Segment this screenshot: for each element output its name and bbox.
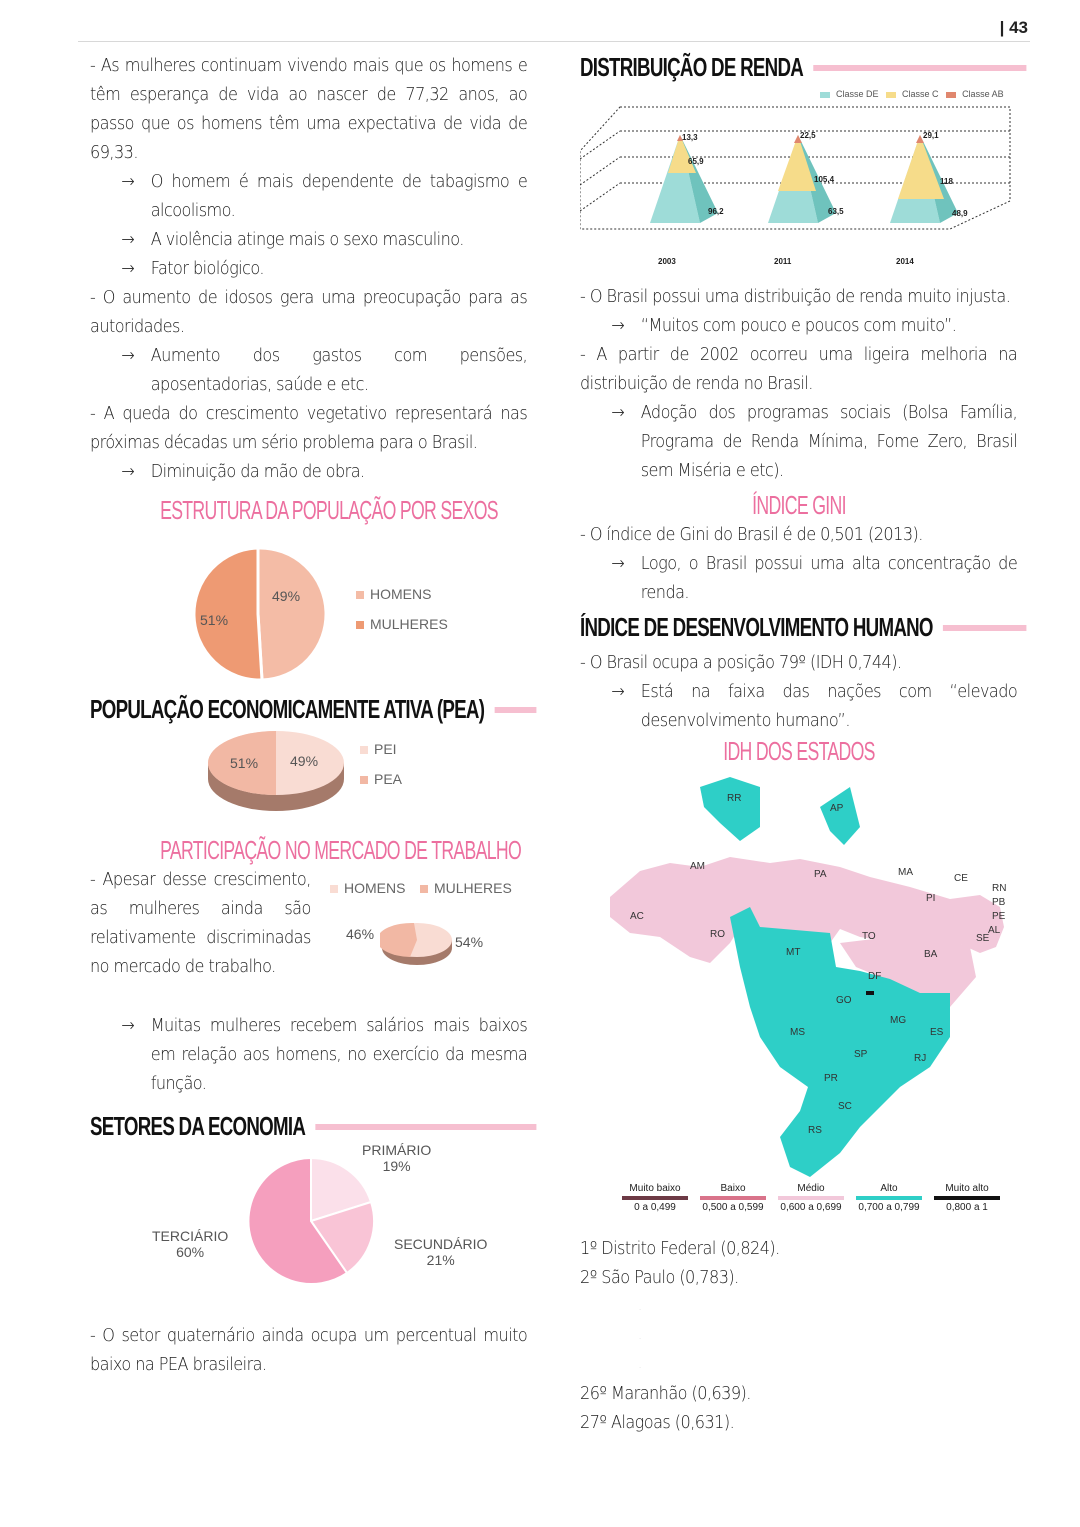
ranking-item: 27º Alagoas (0,631). — [580, 1413, 735, 1433]
arrow-icon: → — [611, 682, 625, 702]
arrow-icon: → — [121, 259, 135, 279]
arrow-icon: → — [611, 554, 625, 574]
paragraph: - O Brasil ocupa a posição 79º (IDH 0,744). — [580, 653, 902, 673]
paragraph: - O Brasil possui uma distribuição de renda muito injusta. — [580, 287, 1011, 307]
paragraph: - As mulheres continuam vivendo mais que os homens e têm esperança de vida ao nascer de 77,32 anos, ao passo que os homens têm uma expectativa de vida de 69,33. — [90, 56, 528, 163]
pie-pea — [206, 731, 346, 821]
idh-ranking — [580, 1235, 1018, 1438]
arrow-icon: → — [121, 462, 135, 482]
chart-pea: 51% 49% PEI PEA — [90, 731, 528, 827]
section-title-setores: SETORES DA ECONOMIA — [90, 1111, 536, 1142]
paragraph: - O setor quaternário ainda ocupa um percentual muito baixo na PEA brasileira. — [90, 1326, 528, 1375]
label-secundario: SECUNDÁRIO 21% — [394, 1236, 488, 1268]
ranking-ellipsis: . — [638, 1361, 641, 1370]
page-number: | 43 — [999, 18, 1028, 37]
label-terciario: TERCIÁRIO 60% — [152, 1228, 229, 1260]
arrow-icon: → — [121, 172, 135, 192]
arrow-icon: → — [121, 230, 135, 250]
map-legend: Muito baixo 0 a 0,499 Baixo 0,500 a 0,599 Médio 0,600 a 0,699 Alto 0,700 a 0,799 Muito alto 0,800 a 1 — [622, 1183, 1000, 1213]
trabalho-block: - Apesar desse crescimento, as mulheres ainda são relativamente discriminadas no mercado de trabalho. HOMENS MULHERES 46% 54% — [90, 866, 528, 1012]
ranking-item: 26º Maranhão (0,639). — [580, 1384, 751, 1404]
paragraph: - A queda do crescimento vegetativo representará nas próximas décadas um sério problema para o Brasil. — [90, 404, 528, 453]
legend-mulheres: MULHERES — [420, 880, 512, 896]
bullet-list: → O homem é mais dependente de tabagismo e alcoolismo. → A violência atinge mais o sexo masculino. → Fator biológico. — [90, 168, 527, 284]
legend-mulheres: MULHERES — [356, 616, 448, 632]
ranking-ellipsis: . — [638, 1303, 641, 1312]
header-divider — [78, 41, 1030, 42]
brazil-map — [600, 767, 1020, 1187]
arrow-icon: → — [121, 1016, 135, 1036]
idh-map: RR AP AM PA MA CE RN PI PB PE AL SE AC RO TO MT BA DF GO MG ES MS SP RJ PR SC RS Muito baixo 0 a 0,499 Baixo 0,500 a 0,599 Médio 0,600 a 0,699 Alto 0,700 a 0,799 Muito alto 0,800 a 1 — [580, 767, 1018, 1227]
ranking-item: 1º Distrito Federal (0,824). — [580, 1239, 780, 1259]
legend-homens: HOMENS — [356, 586, 431, 602]
pyramid-chart — [580, 101, 1020, 261]
section-title-estados: IDH DOS ESTADOS — [723, 736, 875, 766]
section-title-gini: ÍNDICE GINI — [752, 490, 846, 520]
ranking-item: 2º São Paulo (0,783). — [580, 1268, 739, 1288]
arrow-icon: → — [611, 403, 625, 423]
ranking-ellipsis: . — [638, 1332, 641, 1341]
chart-renda: Classe DE Classe C Classe AB 13,3 65,9 96,2 22,5 105,4 63,5 29,1 118 48,9 2003 2011 2014 — [580, 83, 1018, 283]
chart-sexos: 49% 51% HOMENS MULHERES — [90, 540, 528, 690]
legend-renda: Classe DE Classe C Classe AB — [820, 89, 1004, 99]
section-title-sexos: ESTRUTURA DA POPULAÇÃO POR SEXOS — [160, 495, 498, 525]
section-title-pea: POPULAÇÃO ECONOMICAMENTE ATIVA (PEA) — [90, 694, 536, 725]
arrow-icon: → — [121, 346, 135, 366]
pie-trabalho — [380, 922, 454, 968]
pie-setores — [246, 1156, 376, 1286]
paragraph: - Apesar desse crescimento, as mulheres ainda são relativamente discriminadas no mercado de trabalho. — [90, 870, 311, 977]
paragraph: - O índice de Gini do Brasil é de 0,501 (2013). — [580, 525, 923, 545]
label-primario: PRIMÁRIO 19% — [362, 1142, 432, 1174]
chart-setores — [90, 1142, 528, 1322]
legend-pei: PEI — [360, 741, 397, 757]
paragraph: - A partir de 2002 ocorreu uma ligeira melhoria na distribuição de renda no Brasil. — [580, 345, 1018, 394]
legend-pea: PEA — [360, 771, 402, 787]
paragraph: - O aumento de idosos gera uma preocupação para as autoridades. — [90, 288, 528, 337]
arrow-icon: → — [611, 316, 625, 336]
right-column: DISTRIBUIÇÃO DE RENDA Classe DE Classe C Classe AB 13,3 65,9 96,2 22,5 105,4 63,5 29,1 118 48,9 2003 2011 2014 - O Brasil possui uma distribuição de renda muito injusta. → “Muitos com pouco e poucos com muito”. - A partir de 2002 ocorreu uma ligeira melhoria na distribuição de renda no Brasil. → Adoção dos programas sociais (Bolsa Família, Programa de Renda Mínima, Fome Zero, Brasil sem Miséria e etc). ÍNDICE GINI - O índice de Gini do Brasil é de 0,501 (2013). → Logo, o Brasil possui uma alta concentração de renda. ÍNDICE DE DESENVOLVIMENTO HUMANO - O Brasil ocupa a posição 79º (IDH 0,744). → Está na faixa das nações com “elevado desenvolvimento humano”. IDH DOS ESTADOS RR AP AM PA MA CE RN PI PB PE AL SE AC RO TO MT BA DF GO MG ES MS SP RJ PR SC RS Muito baixo 0 a 0,499 Baixo 0,500 a 0,599 Médio 0,600 a 0,699 Alto 0,700 a 0,799 Muito alto 0,800 a 1 1º Distrito Federal (0,824). 2º São Paulo (0,783). . . . 26º Maranhão (0,639). 27º Alagoas (0,631). — [580, 52, 1018, 1438]
section-title-idh: ÍNDICE DE DESENVOLVIMENTO HUMANO — [580, 612, 1026, 643]
legend-homens: HOMENS — [330, 880, 405, 896]
left-column: - As mulheres continuam vivendo mais que os homens e têm esperança de vida ao nascer de 77,32 anos, ao passo que os homens têm uma expectativa de vida de 69,33. → O homem é mais dependente de tabagismo e alcoolismo. → A violência atinge mais o sexo masculino. → Fator biológico. - O aumento de idosos gera uma preocupação para as autoridades. → Aumento dos gastos com pensões, aposentadorias, saúde e etc. - A queda do crescimento vegetativo representará nas próximas décadas um sério problema para o Brasil. → Diminuição da mão de obra. ESTRUTURA DA POPULAÇÃO POR SEXOS 49% 51% HOMENS MULHERES POPULAÇÃO ECONOMICAMENTE ATIVA (PEA) 51% 49% PEI PEA PARTICIPAÇÃO NO MERCADO DE TRABALHO - Apesar desse crescimento, as mulheres ainda são relativamente discriminadas no mercado de trabalho. HOMENS MULHERES 46% 54% → Muitas mulheres recebem salários mais baixos em relação aos homens, no exercício da mesma função. SETORES DA ECONOMIA PRIMÁRIO 19% SECUNDÁRIO 21% TERCIÁRIO 60% - O setor quaternário ainda ocupa um percentual muito baixo na PEA brasileira. — [90, 52, 528, 1380]
section-title-trabalho: PARTICIPAÇÃO NO MERCADO DE TRABALHO — [160, 835, 522, 865]
section-title-renda: DISTRIBUIÇÃO DE RENDA — [580, 52, 1026, 83]
